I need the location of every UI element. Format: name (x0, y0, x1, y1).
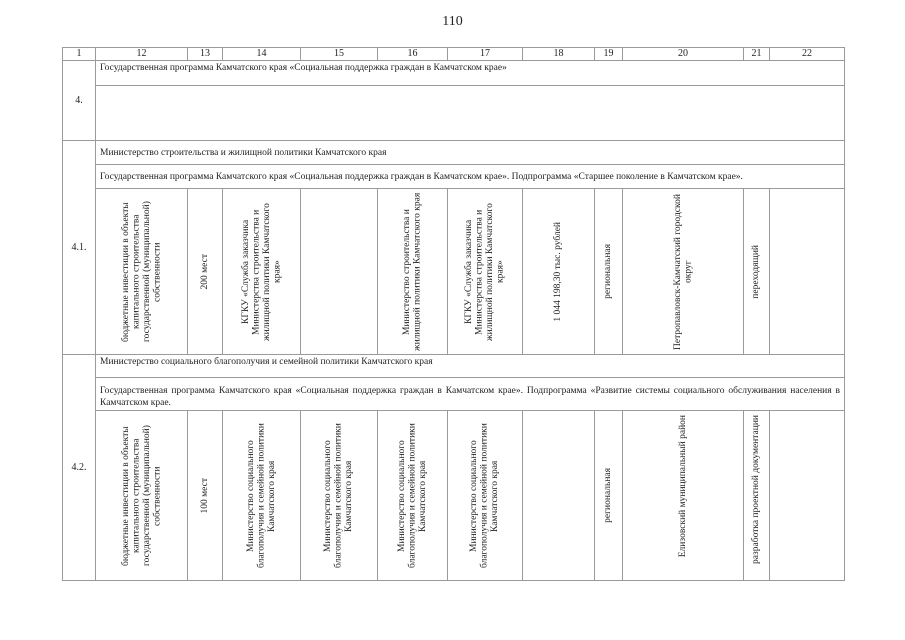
data-cell: КГКУ «Служба заказчика Министерства строительства и жилищной политики Камчатского края» (223, 189, 301, 355)
column-header: 21 (744, 48, 770, 61)
column-header: 13 (188, 48, 223, 61)
program-line: Государственная программа Камчатского края «Социальная поддержка граждан в Камчатском крае». Подпрограмма «Развитие системы социального обслуживания населения в Камчатском крае. (96, 378, 845, 411)
table-row (63, 355, 845, 378)
empty-line (96, 86, 845, 141)
data-cell: Министерство строительства и жилищной политики Камчатского края (378, 189, 448, 355)
data-cell: разработка проектной документации (744, 411, 770, 581)
data-cell: региональная (595, 189, 623, 355)
column-header: 15 (301, 48, 378, 61)
column-header-row (63, 48, 845, 61)
table-row (63, 411, 845, 581)
data-cell (301, 189, 378, 355)
column-header: 19 (595, 48, 623, 61)
data-cell (770, 411, 845, 581)
ministry-line: Министерство строительства и жилищной политики Камчатского края (96, 141, 845, 165)
table-row (63, 86, 845, 141)
data-cell: Министерство социального благополучия и семейной политики Камчатского края (301, 411, 378, 581)
ministry-line: Министерство социального благополучия и семейной политики Камчатского края (96, 355, 845, 378)
data-cell: КГКУ «Служба заказчика Министерства строительства и жилищной политики Камчатского края» (448, 189, 523, 355)
data-cell: 1 044 198,30 тыс. рублей (523, 189, 595, 355)
column-header: 20 (623, 48, 744, 61)
row-number: 4.1. (63, 141, 96, 355)
data-cell: региональная (595, 411, 623, 581)
data-cell: бюджетные инвестиции в объекты капитального строительства государственной (муниципальной) собственности (96, 411, 188, 581)
data-cell (523, 411, 595, 581)
data-cell: Министерство социального благополучия и семейной политики Камчатского края (448, 411, 523, 581)
column-header: 14 (223, 48, 301, 61)
column-header: 16 (378, 48, 448, 61)
program-line: Государственная программа Камчатского края «Социальная поддержка граждан в Камчатском крае» (96, 61, 845, 86)
data-cell (770, 189, 845, 355)
table-row (63, 141, 845, 165)
data-cell: Елизовский муниципальный район (623, 411, 744, 581)
column-header: 18 (523, 48, 595, 61)
data-cell: 100 мест (188, 411, 223, 581)
data-cell: Министерство социального благополучия и семейной политики Камчатского края (223, 411, 301, 581)
data-cell: переходящий (744, 189, 770, 355)
row-number: 4. (63, 61, 96, 141)
column-header: 17 (448, 48, 523, 61)
data-cell: Министерство социального благополучия и семейной политики Камчатского края (378, 411, 448, 581)
data-cell: Петропавловск-Камчатский городской округ (623, 189, 744, 355)
column-header: 22 (770, 48, 845, 61)
objects-table (62, 47, 845, 581)
table-row (63, 189, 845, 355)
table-row (63, 61, 845, 86)
data-cell: 200 мест (188, 189, 223, 355)
row-number: 4.2. (63, 355, 96, 581)
program-line: Государственная программа Камчатского края «Социальная поддержка граждан в Камчатском крае». Подпрограмма «Старшее поколение в Камчатском крае». (96, 165, 845, 189)
data-cell: бюджетные инвестиции в объекты капитального строительства государственной (муниципальной) собственности (96, 189, 188, 355)
column-header: 1 (63, 48, 96, 61)
table-row (63, 165, 845, 189)
page-number: 110 (442, 14, 463, 29)
table-row (63, 378, 845, 411)
column-header: 12 (96, 48, 188, 61)
